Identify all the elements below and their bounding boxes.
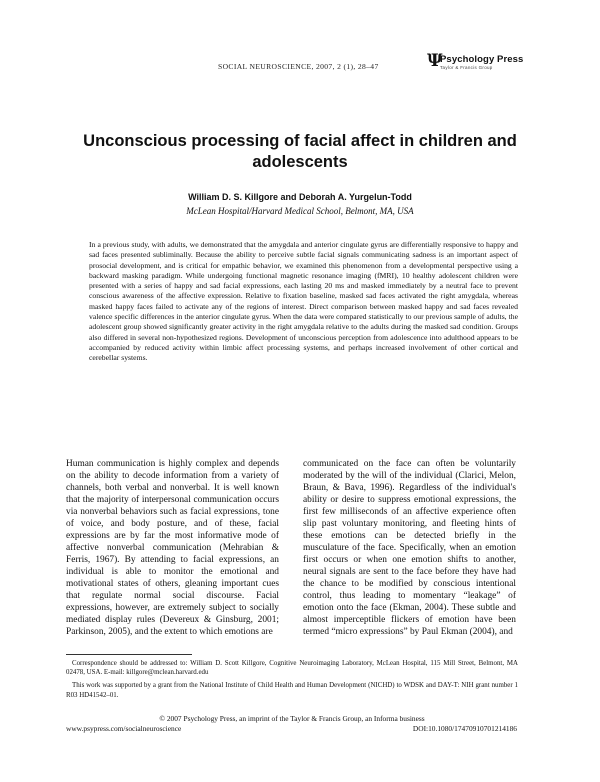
body-column-left: Human communication is highly complex and depends on the ability to decode information from a variety of channels, both verbal and nonverbal. It is well known that the majority of interpersonal communication occurs via nonverbal behaviors such as facial expressions, tone of voice, and body posture, and of these, facial expressions are by far the most informative mode of affective nonverbal communication (Mehrabian & Ferris, 1967). By attending to facial expressions, an individual is able to monitor the emotional and motivational states of others, gleaning important cues that regulate normal social discourse. Facial expressions, however, are extremely subject to socially mediated display rules (Devereux & Ginsburg, 2001; Parkinson, 2005), and the extent to which emotions are — [66, 459, 279, 637]
author-affiliation: McLean Hospital/Harvard Medical School, Belmont, MA, USA — [186, 206, 414, 216]
publisher-tagline: Taylor & Francis Group — [440, 65, 493, 70]
correspondence-note: Correspondence should be addressed to: William D. Scott Killgore, Cognitive Neuroimaging Laboratory, McLean Hospital, 115 Mill Street, Belmont, MA 02478, USA. E-mail: killgore@mclean.harvard.edu — [66, 660, 518, 677]
article-title: Unconscious processing of facial affect in children and adolescents — [83, 132, 517, 171]
body-column-right: communicated on the face can often be voluntarily moderated by the will of the individual (Clarici, Melon, Braun, & Bava, 1996). Regardless of the individual's ability or desire to suppress emotional expressions, the first few milliseconds of an affective experience often slip past voluntary monitoring, and fleeting hints of these emotions can be detected briefly in the musculature of the face. Specifically, when an emotion first occurs or when one emotion shifts to another, neural signals are sent to the face before they have had the chance to be modified by conscious intentional control, thus leading to momentary “leakage” of emotion onto the face (Ekman, 2004). These subtle and almost imperceptible flickers of emotion have been termed “micro expressions” by Paul Ekman (2004), and — [303, 459, 516, 637]
publisher-name: Psychology Press — [440, 54, 524, 65]
article-authors: William D. S. Killgore and Deborah A. Yurgelun-Todd — [188, 192, 412, 202]
doi-link[interactable]: DOI:10.1080/17470910701214186 — [412, 724, 517, 733]
footnotes — [66, 659, 518, 704]
abstract: In a previous study, with adults, we demonstrated that the amygdala and anterior cingulate gyrus are differentially responsive to happy and sad faces presented subliminally. Because the ability to perceive subtle facial signals communicating sadness is an important aspect of prosocial development, and is critical for empathic behavior, we examined this phenomenon from a developmental perspective using a backward masking paradigm. While undergoing functional magnetic resonance imaging (fMRI), 10 healthy adolescent children were presented with a series of happy and sad facial expressions, each lasting 20 ms and masked immediately by a neutral face to prevent conscious awareness of the affective expression. Relative to fixation baseline, masked sad faces activated the right amygdala, whereas masked happy faces failed to activate any of the regions of interest. Direct comparison between masked happy and sad faces revealed valence specific differences in the anterior cingulate gyrus. When the data were compared statistically to our previous sample of adults, the adolescent group showed significantly greater activity in the right amygdala relative to the adults during the masked sad condition. Groups also differed in several non-hypothesized regions. Development of unconscious perception from adolescence into adulthood appears to be accompanied by reduced activity within limbic affect processing systems, and perhaps increased involvement of other cortical and cerebellar systems. — [89, 240, 518, 363]
journal-citation: SOCIAL NEUROSCIENCE, 2007, 2 (1), 28–47 — [218, 62, 379, 71]
journal-website-link[interactable]: www.psypress.com/socialneuroscience — [66, 724, 182, 733]
publisher-logo — [427, 53, 527, 73]
funding-note: This work was supported by a grant from the National Institute of Child Health and Human Development (NICHD) to WDSK and DAY-T: NIH grant number 1 R03 HD41542–01. — [66, 682, 518, 699]
copyright-notice: © 2007 Psychology Press, an imprint of the Taylor & Francis Group, an Informa business — [159, 714, 425, 723]
footnote-divider — [66, 654, 192, 655]
psi-logo-icon: Ψ — [427, 51, 443, 71]
